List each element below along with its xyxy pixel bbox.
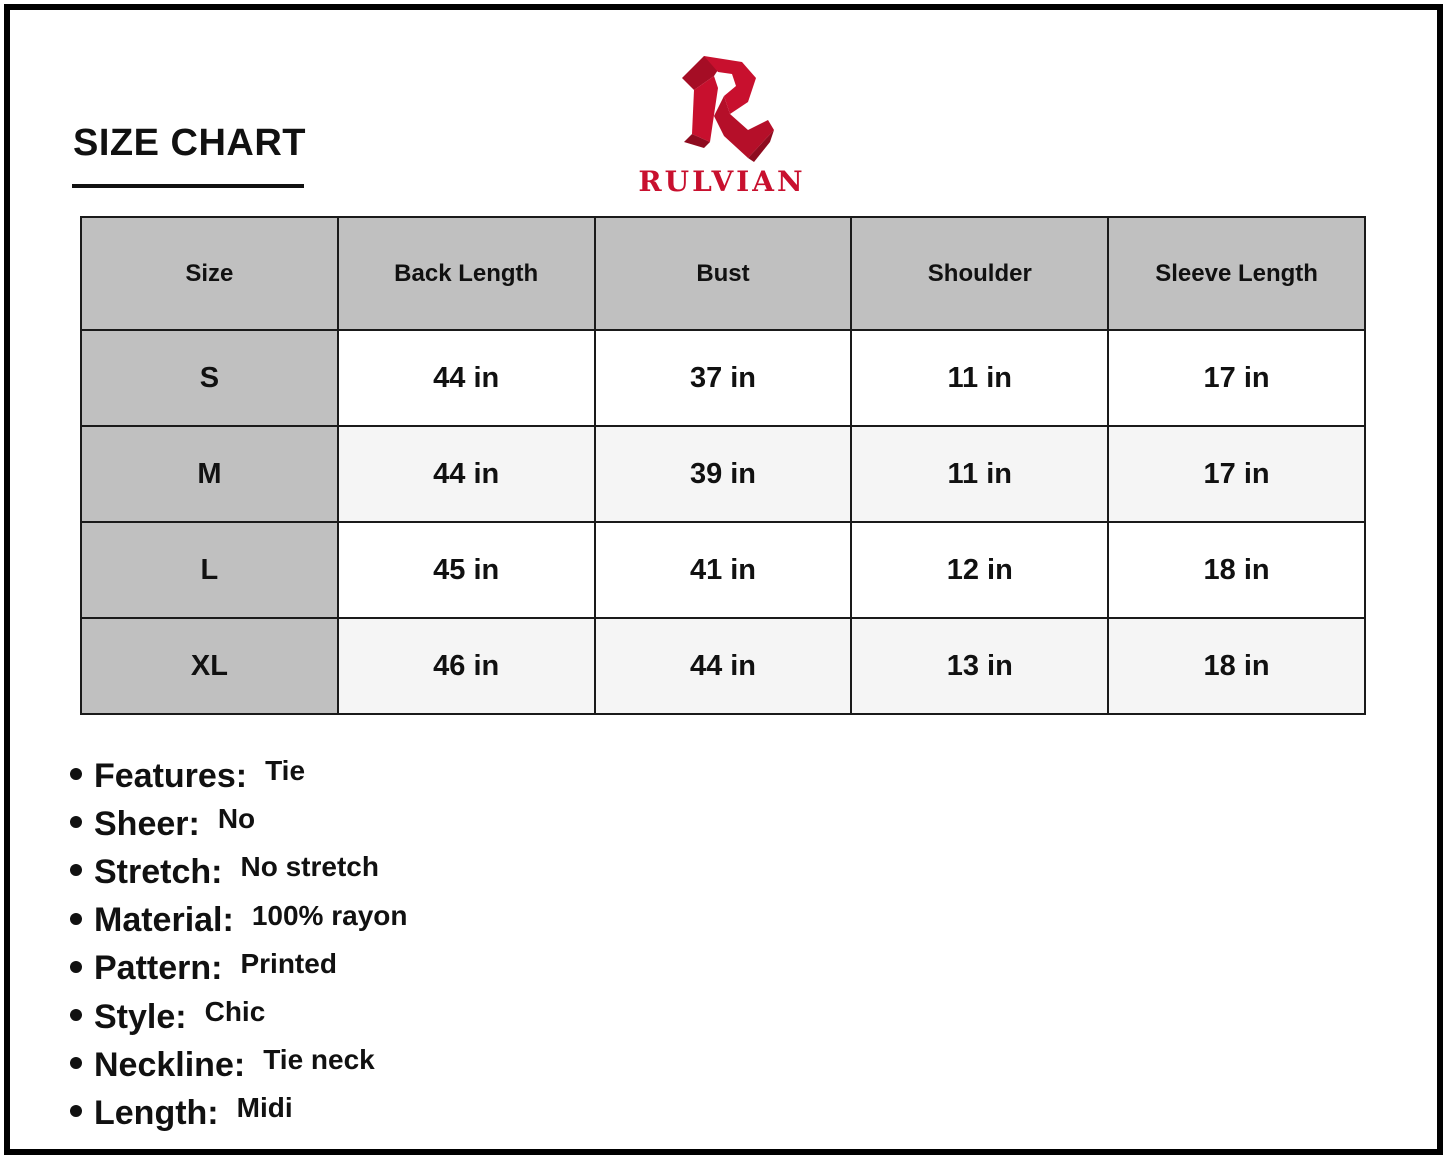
table-cell: 37 in xyxy=(595,330,852,426)
table-row xyxy=(81,522,1365,618)
r-monogram-logo-icon xyxy=(674,50,774,162)
size-cell: S xyxy=(81,330,338,426)
brand-name: RULVIAN xyxy=(638,165,806,198)
feature-value: No stretch xyxy=(240,851,379,883)
list-item xyxy=(70,1089,407,1137)
feature-label: Length: xyxy=(94,1093,219,1132)
table-cell: 11 in xyxy=(851,330,1108,426)
table-cell: 39 in xyxy=(595,426,852,522)
table-cell: 44 in xyxy=(595,618,852,714)
list-item xyxy=(70,945,407,993)
list-item xyxy=(70,1041,407,1089)
feature-label: Material: xyxy=(94,901,234,940)
list-item xyxy=(70,897,407,945)
feature-value: Tie xyxy=(265,755,306,787)
table-cell: 11 in xyxy=(851,426,1108,522)
table-cell: 41 in xyxy=(595,522,852,618)
table-cell: 13 in xyxy=(851,618,1108,714)
table-cell: 45 in xyxy=(338,522,595,618)
table-cell: 46 in xyxy=(338,618,595,714)
bullet-icon xyxy=(70,768,82,780)
table-row xyxy=(81,330,1365,426)
feature-label: Stretch: xyxy=(94,852,223,891)
bullet-icon xyxy=(70,961,82,973)
size-cell: M xyxy=(81,426,338,522)
list-item xyxy=(70,848,407,896)
size-table xyxy=(80,216,1366,715)
feature-value: Chic xyxy=(204,996,266,1028)
feature-value: No xyxy=(217,803,256,835)
list-item xyxy=(70,993,407,1041)
table-header-row xyxy=(81,217,1365,330)
page-title: SIZE CHART xyxy=(73,122,306,164)
feature-list xyxy=(70,752,407,1138)
header-back-length: Back Length xyxy=(338,217,595,330)
header-sleeve-length: Sleeve Length xyxy=(1108,217,1365,330)
feature-value: Printed xyxy=(240,947,337,979)
feature-label: Sheer: xyxy=(94,804,200,843)
bullet-icon xyxy=(70,913,82,925)
table-cell: 18 in xyxy=(1108,522,1365,618)
feature-value: 100% rayon xyxy=(251,899,408,931)
feature-label: Pattern: xyxy=(94,949,223,988)
table-row xyxy=(81,426,1365,522)
size-cell: XL xyxy=(81,618,338,714)
feature-label: Features: xyxy=(94,756,248,795)
bullet-icon xyxy=(70,1105,82,1117)
bullet-icon xyxy=(70,816,82,828)
title-underline xyxy=(72,184,304,188)
size-cell: L xyxy=(81,522,338,618)
bullet-icon xyxy=(70,1057,82,1069)
feature-value: Midi xyxy=(236,1092,293,1124)
table-cell: 44 in xyxy=(338,426,595,522)
bullet-icon xyxy=(70,1009,82,1021)
header-size: Size xyxy=(81,217,338,330)
table-cell: 18 in xyxy=(1108,618,1365,714)
header-bust: Bust xyxy=(595,217,852,330)
feature-value: Tie neck xyxy=(263,1044,375,1076)
list-item xyxy=(70,752,407,800)
list-item xyxy=(70,800,407,848)
table-cell: 44 in xyxy=(338,330,595,426)
brand-logo xyxy=(622,50,822,200)
header-shoulder: Shoulder xyxy=(851,217,1108,330)
feature-label: Style: xyxy=(94,997,187,1036)
table-row xyxy=(81,618,1365,714)
table-cell: 12 in xyxy=(851,522,1108,618)
feature-label: Neckline: xyxy=(94,1045,246,1084)
bullet-icon xyxy=(70,864,82,876)
table-cell: 17 in xyxy=(1108,426,1365,522)
table-cell: 17 in xyxy=(1108,330,1365,426)
